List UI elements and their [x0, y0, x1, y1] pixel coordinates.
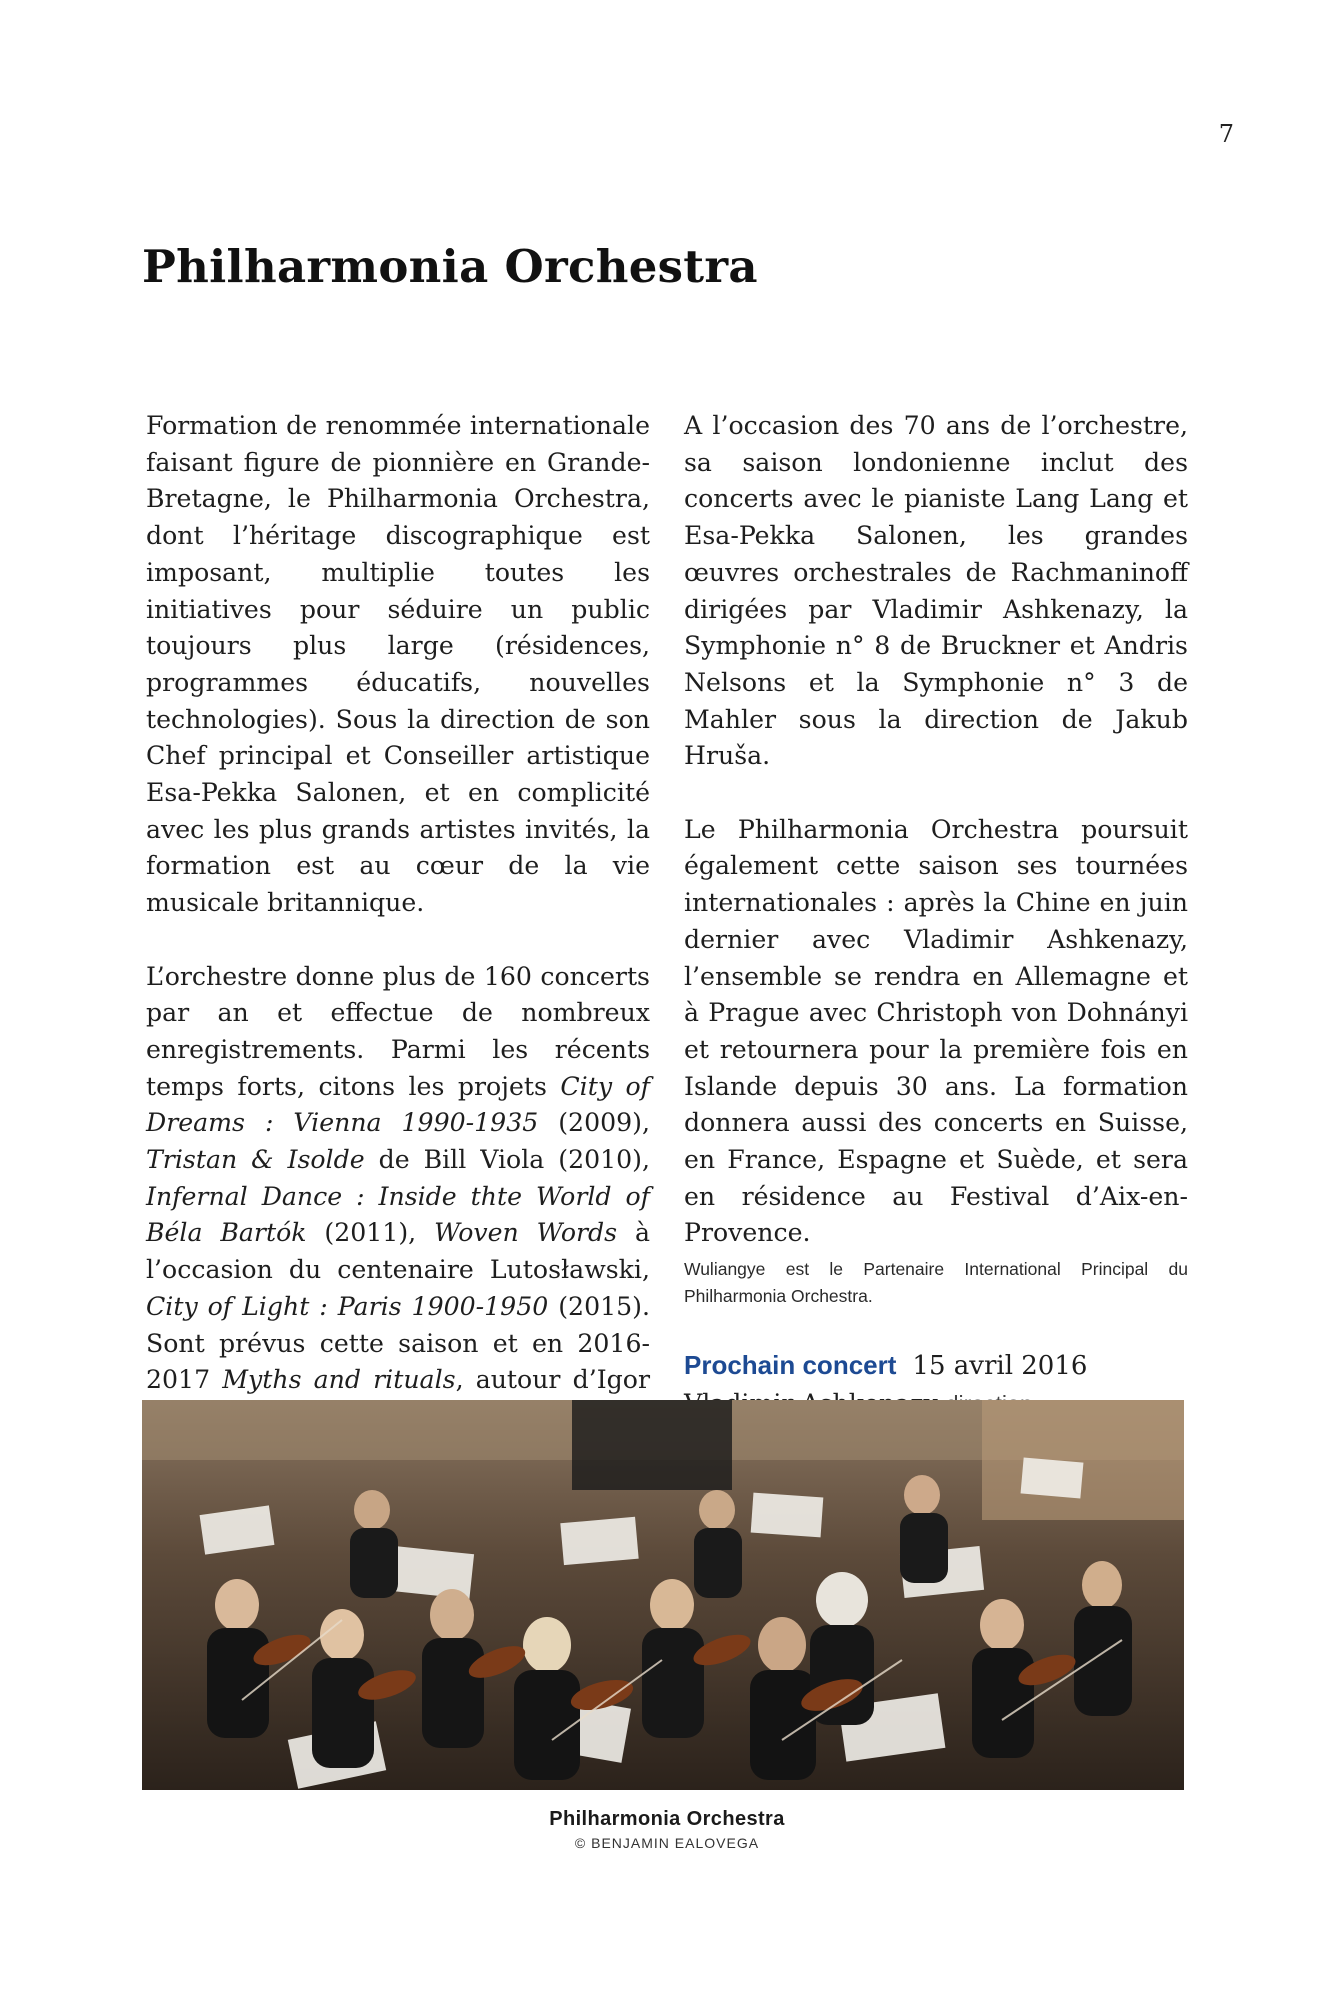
sponsor-note: Wuliangye est le Partenaire International Principal du Philharmonia Orchestra.	[684, 1259, 1188, 1307]
orchestra-photo	[142, 1400, 1184, 1790]
text-run: , autour d’Igor	[455, 1365, 651, 1395]
orchestra-photo-illustration	[142, 1400, 1184, 1790]
text-run: (2015). Sont prévus cette saison et en 2016-2017	[146, 1291, 650, 1395]
right-paragraph-1: A l’occasion des 70 ans de l’orchestre, sa saison londonienne inclut des concerts avec le pianiste Lang Lang et Esa-Pekka Salonen, les grandes œuvres orchestrales de Rachmaninoff dirigées par Vladimir Ashkenazy, la Symphonie n° 8 de Bruckner et Andris Nelsons et la Symphonie n° 3 de Mahler sous la direction de Jakub Hruša.	[684, 411, 1188, 771]
next-concert-label: Prochain concert	[684, 1350, 897, 1381]
work-title: Infernal Dance : Inside thte World of Béla Bartók	[146, 1181, 650, 1248]
work-title: City of Dreams : Vienna 1990-1935	[146, 1071, 650, 1138]
left-column	[146, 408, 650, 1436]
right-column	[684, 408, 1188, 1461]
work-title: City of Light : Paris 1900-1950	[146, 1291, 549, 1321]
text-run: (2009),	[538, 1108, 650, 1138]
work-title: Myths and rituals	[222, 1365, 456, 1395]
photo-caption-title: Philharmonia Orchestra	[549, 1808, 785, 1830]
left-paragraph-2	[146, 959, 650, 1436]
work-title: Tristan & Isolde	[146, 1145, 365, 1175]
left-paragraph-1: Formation de renommée internationale faisant figure de pionnière en Grande-Bretagne, le Philharmonia Orchestra, dont l’héritage discographique est imposant, multiplie toutes les initiatives pour séduire un public toujours plus large (résidences, programmes éducatifs, nouvelles technologies). Sous la direction de son Chef principal et Conseiller artistique Esa-Pekka Salonen, et en complicité avec les plus grands artistes invités, la formation est au cœur de la vie musicale britannique.	[146, 411, 650, 918]
photo-caption	[0, 1808, 1334, 1851]
text-run: (2011),	[306, 1218, 435, 1248]
photo-credit: © BENJAMIN EALOVEGA	[574, 1835, 760, 1851]
next-concert-date: 15 avril 2016	[912, 1351, 1088, 1382]
next-concert-heading	[684, 1346, 1188, 1385]
work-title: Woven Words	[434, 1218, 618, 1248]
text-run: L’orchestre donne plus de 160 concerts par an et effectue de nombreux enregistrements. Parmi les récents temps forts, citons les projets	[146, 961, 650, 1101]
right-paragraph-2: Le Philharmonia Orchestra poursuit également cette saison ses tournées internationales : après la Chine en juin dernier avec Vladimir Ashkenazy, l’ensemble se rendra en Allemagne et à Prague avec Christoph von Dohnányi et retournera pour la première fois en Islande depuis 30 ans. La formation donnera aussi des concerts en Suisse, en France, Espagne et Suède, et sera en résidence au Festival d’Aix-en-Provence.	[684, 814, 1188, 1248]
text-run: de Bill Viola (2010),	[364, 1145, 650, 1175]
text-run: à l’occasion du centenaire Lutosławski,	[146, 1218, 651, 1285]
page-title: Philharmonia Orchestra	[142, 240, 758, 293]
page-number: 7	[1218, 120, 1234, 148]
